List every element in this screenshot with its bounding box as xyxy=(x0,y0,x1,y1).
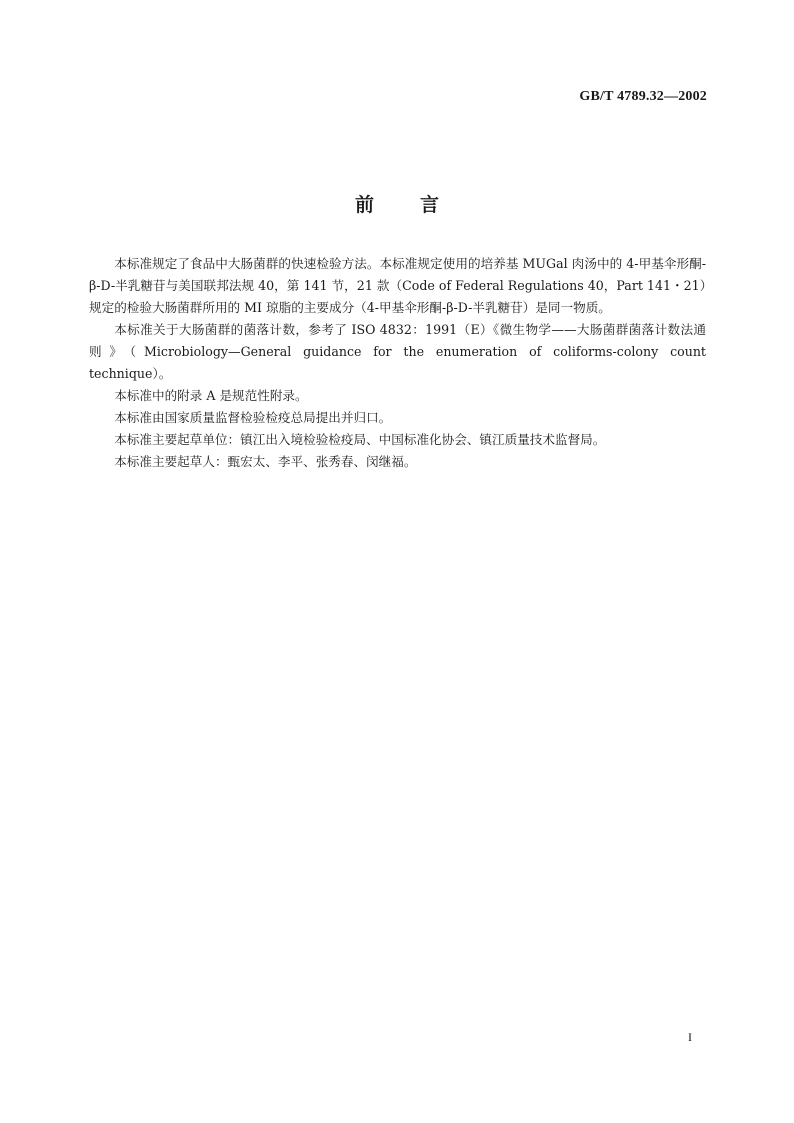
standard-number: GB/T 4789.32—2002 xyxy=(579,89,707,104)
paragraph-drafting-units: 本标准主要起草单位：镇江出入境检验检疫局、中国标准化协会、镇江质量技术监督局。 xyxy=(114,432,606,447)
page-title: 前言 xyxy=(354,194,485,216)
paragraph-scope: 本标准规定了食品中大肠菌群的快速检验方法。本标准规定使用的培养基 MUGal 肉汤中的 4-甲基伞形酮-β-D-半乳糖苷与美国联邦法规 40，第 141 节，21 款（Code of Federal Regulations 40，Part 141・21）规定的检验大肠菌群所用的 MI 琼脂的主要成分（4-甲基伞形酮-β-D-半乳糖苷）是同一物质。 xyxy=(89,256,706,315)
paragraph-appendix: 本标准中的附录 A 是规范性附录。 xyxy=(114,388,308,403)
paragraph-iso-reference: 本标准关于大肠菌群的菌落计数，参考了 ISO 4832：1991（E）《微生物学——大肠菌群菌落计数法通则》（Microbiology—General guidance for the enumeration of coliforms-colony count technique）。 xyxy=(89,322,706,381)
paragraph-drafters: 本标准主要起草人：甄宏太、李平、张秀春、闵继福。 xyxy=(114,454,417,469)
paragraph-proposer: 本标准由国家质量监督检验检疫总局提出并归口。 xyxy=(114,410,392,425)
foreword-body xyxy=(89,253,706,473)
page-number: I xyxy=(688,1030,692,1044)
